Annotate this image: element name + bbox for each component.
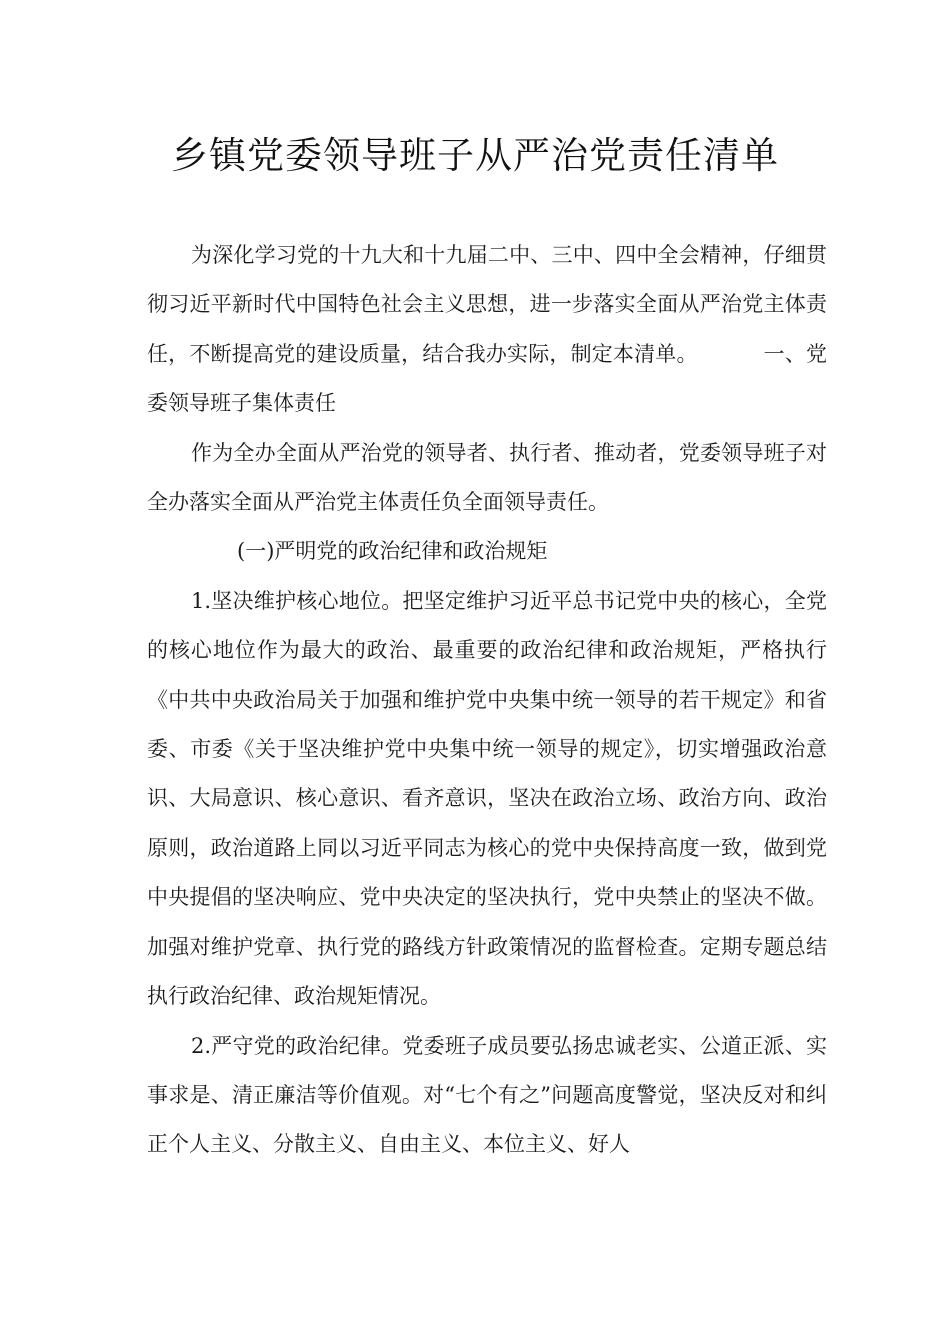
document-title: 乡镇党委领导班子从严治党责任清单 bbox=[171, 134, 779, 177]
intro-paragraph bbox=[147, 231, 827, 429]
subsection-heading-1: (一)严明党的政治纪律和政治规矩 bbox=[237, 539, 548, 564]
item-2-paragraph: 2.严守党的政治纪律。党委班子成员要弘扬忠诚老实、公道正派、实事求是、清正廉洁等价值观。对“七个有之”问题高度警觉，坚决反对和纠正个人主义、分散主义、自由主义、本位主义、好人 bbox=[147, 1033, 827, 1157]
intro-text: 为深化学习党的十九大和十九届二中、三中、四中全会精神，仔细贯彻习近平新时代中国特色社会主义思想，进一步落实全面从严治党主体责任，不断提高党的建设质量，结合我办实际，制定本清单。 bbox=[147, 243, 827, 366]
document-body bbox=[147, 231, 827, 1170]
item-1-paragraph: 1.坚决维护核心地位。把坚定维护习近平总书记党中央的核心，全党的核心地位作为最大的政治、最重要的政治纪律和政治规矩，严格执行《中共中央政治局关于加强和维护党中央集中统一领导的若干规定》和省委、市委《关于坚决维护党中央集中统一领导的规定》，切实增强政治意识、大局意识、核心意识、看齐意识，坚决在政治立场、政治方向、政治原则，政治道路上同以习近平同志为核心的党中央保持高度一致，做到党中央提倡的坚决响应、党中央决定的坚决执行，党中央禁止的坚决不做。加强对维护党章、执行党的路线方针政策情况的监督检查。定期专题总结执行政治纪律、政治规矩情况。 bbox=[147, 588, 827, 1009]
section1-paragraph: 作为全办全面从严治党的领导者、执行者、推动者，党委领导班子对全办落实全面从严治党主体责任负全面领导责任。 bbox=[147, 440, 827, 515]
section-heading-1: 一、党委领导班子集体责任 bbox=[147, 341, 827, 416]
